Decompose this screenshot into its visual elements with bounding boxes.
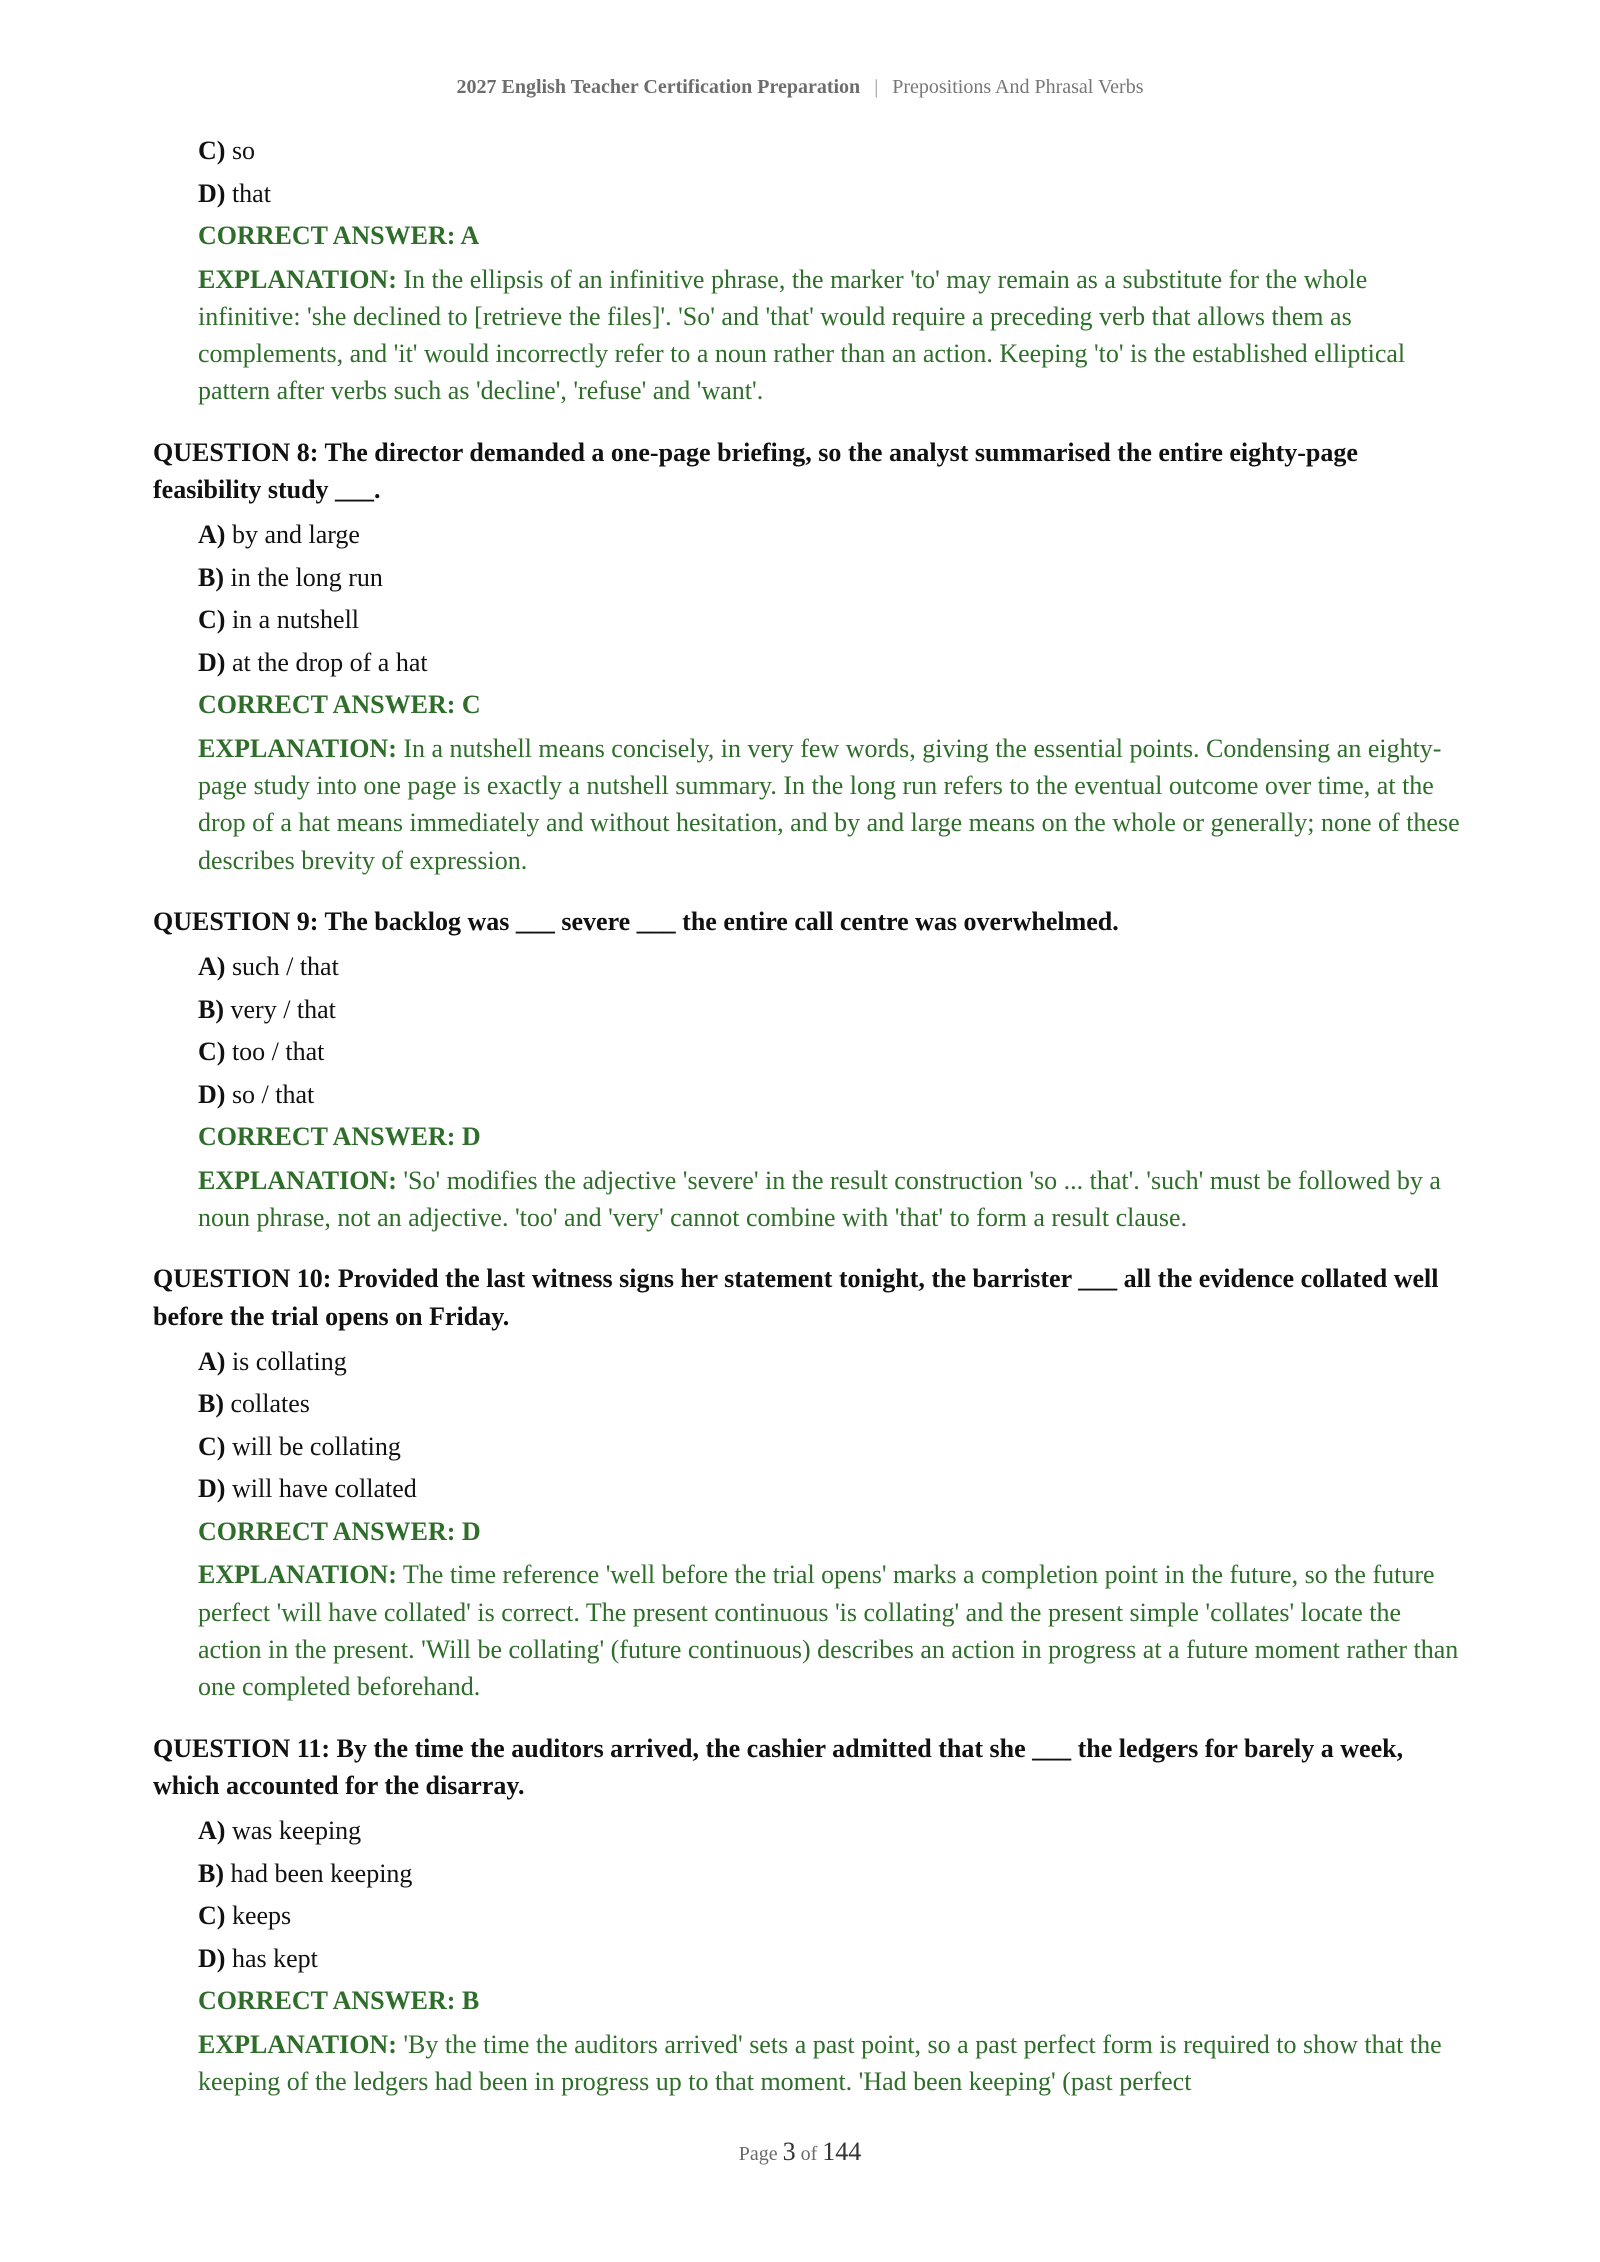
- question-title: QUESTION 8: The director demanded a one-page briefing, so the analyst summarised the entire eighty-page feasibility study ___.: [153, 437, 1358, 504]
- option-d: [198, 1074, 1453, 1117]
- option-letter: C): [198, 1901, 226, 1931]
- option-text: too / that: [231, 1037, 325, 1067]
- question-block-8: [153, 434, 1460, 879]
- option-a: [198, 1341, 1453, 1384]
- option-letter: D): [198, 647, 226, 677]
- of-word: of: [800, 2143, 818, 2165]
- option-letter: C): [198, 1037, 226, 1067]
- option-letter: C): [198, 136, 226, 165]
- page-content: [153, 130, 1460, 2100]
- explanation-label: EXPLANATION:: [198, 2029, 397, 2059]
- explanation: [198, 1556, 1463, 1705]
- option-text: that: [231, 178, 271, 208]
- correct-answer: CORRECT ANSWER: C: [198, 690, 481, 720]
- option-letter: B): [198, 1858, 224, 1888]
- option-text: so / that: [231, 1079, 315, 1109]
- option-text: by and large: [231, 520, 360, 550]
- option-c: [198, 1031, 1453, 1074]
- option-a: [198, 946, 1453, 989]
- option-c: [198, 1426, 1453, 1469]
- option-b: [198, 1383, 1453, 1426]
- option-letter: D): [198, 1474, 226, 1504]
- option-text: has kept: [231, 1943, 318, 1973]
- option-letter: A): [198, 952, 226, 982]
- option-text: so: [231, 136, 256, 165]
- book-title: 2027 English Teacher Certification Preparation: [456, 76, 861, 98]
- option-b: [198, 989, 1453, 1032]
- option-letter: B): [198, 562, 224, 592]
- option-c: [198, 599, 1453, 642]
- explanation-label: EXPLANATION:: [198, 733, 397, 763]
- option-a: [198, 514, 1453, 557]
- option-text: in the long run: [230, 562, 383, 592]
- explanation-text: 'By the time the auditors arrived' sets a past point, so a past perfect form is required to show that the keeping of the ledgers had been in progress up to that moment. 'Had been keeping' (past perfect: [198, 2029, 1442, 2097]
- option-text: such / that: [231, 952, 339, 982]
- correct-answer: CORRECT ANSWER: B: [198, 1986, 480, 2016]
- correct-answer: CORRECT ANSWER: D: [198, 1122, 481, 1152]
- option-d: [198, 642, 1453, 685]
- explanation-text: 'So' modifies the adjective 'severe' in the result construction 'so ... that'. 'such' must be followed by a noun phrase, not an adjective. 'too' and 'very' cannot combine with 'that' to form a result clause.: [198, 1165, 1441, 1233]
- question-title: QUESTION 9: The backlog was ___ severe ___ the entire call centre was overwhelmed.: [153, 906, 1119, 936]
- option-text: was keeping: [231, 1816, 362, 1846]
- question-title: QUESTION 10: Provided the last witness signs her statement tonight, the barrister ___ all the evidence collated well before the trial opens on Friday.: [153, 1264, 1439, 1331]
- section-title: Prepositions And Phrasal Verbs: [892, 76, 1144, 98]
- page-footer: [0, 2137, 1600, 2167]
- option-letter: C): [198, 1431, 226, 1461]
- question-block-9: [153, 903, 1453, 1236]
- option-letter: B): [198, 1389, 224, 1419]
- option-c: [198, 1895, 1453, 1938]
- page-word: Page: [738, 2143, 778, 2165]
- option-letter: D): [198, 1079, 226, 1109]
- option-text: will have collated: [231, 1474, 417, 1504]
- option-letter: A): [198, 520, 226, 550]
- correct-answer: CORRECT ANSWER: A: [198, 221, 480, 250]
- option-letter: C): [198, 605, 226, 635]
- explanation-label: EXPLANATION:: [198, 264, 397, 294]
- page-number: 3: [782, 2137, 796, 2166]
- running-header: [0, 76, 1600, 99]
- option-text: very / that: [230, 994, 336, 1024]
- question-title: QUESTION 11: By the time the auditors arrived, the cashier admitted that she ___ the ledgers for barely a week, which accounted for the disarray.: [153, 1733, 1404, 1800]
- option-text: in a nutshell: [231, 605, 360, 635]
- option-b: [198, 557, 1453, 600]
- option-d: [198, 1468, 1453, 1511]
- question-block-11: [153, 1730, 1453, 2101]
- total-pages: 144: [822, 2137, 862, 2166]
- option-letter: B): [198, 994, 224, 1024]
- option-letter: D): [198, 1943, 226, 1973]
- explanation: [198, 261, 1463, 410]
- explanation: [198, 2026, 1463, 2101]
- correct-answer: CORRECT ANSWER: D: [198, 1516, 481, 1546]
- header-separator: |: [874, 76, 879, 98]
- option-text: collates: [230, 1389, 310, 1419]
- option-b: [198, 1853, 1453, 1896]
- option-a: [198, 1810, 1453, 1853]
- explanation-text: In a nutshell means concisely, in very few words, giving the essential points. Condensing an eighty-page study into one page is exactly a nutshell summary. In the long run refers to the eventual outcome over time, at the drop of a hat means immediately and without hesitation, and by and large means on the whole or generally; none of these describes brevity of expression.: [198, 733, 1460, 875]
- explanation-label: EXPLANATION:: [198, 1165, 397, 1195]
- option-letter: A): [198, 1816, 226, 1846]
- option-d: [198, 1938, 1453, 1981]
- explanation-text: The time reference 'well before the trial opens' marks a completion point in the future, so the future perfect 'will have collated' is correct. The present continuous 'is collating' and the present simple 'collates' locate the action in the present. 'Will be collating' (future continuous) describes an action in progress at a future moment rather than one completed beforehand.: [198, 1560, 1459, 1702]
- explanation: [198, 1162, 1463, 1237]
- option-text: is collating: [231, 1346, 347, 1376]
- option-text: at the drop of a hat: [231, 647, 428, 677]
- continued-question: [153, 130, 1453, 410]
- option-text: keeps: [231, 1901, 292, 1931]
- explanation: [198, 730, 1463, 879]
- option-d: [198, 173, 1453, 216]
- option-text: will be collating: [231, 1431, 401, 1461]
- option-c: [198, 130, 1453, 173]
- option-text: had been keeping: [230, 1858, 413, 1888]
- question-block-10: [153, 1260, 1459, 1705]
- explanation-label: EXPLANATION:: [198, 1560, 397, 1590]
- option-letter: D): [198, 178, 226, 208]
- option-letter: A): [198, 1346, 226, 1376]
- explanation-text: In the ellipsis of an infinitive phrase, the marker 'to' may remain as a substitute for the whole infinitive: 'she declined to [retrieve the files]'. 'So' and 'that' would require a preceding verb that allows them as complements, and 'it' would incorrectly refer to a noun rather than an action. Keeping 'to' is the established elliptical pattern after verbs such as 'decline', 'refuse' and 'want'.: [198, 264, 1406, 406]
